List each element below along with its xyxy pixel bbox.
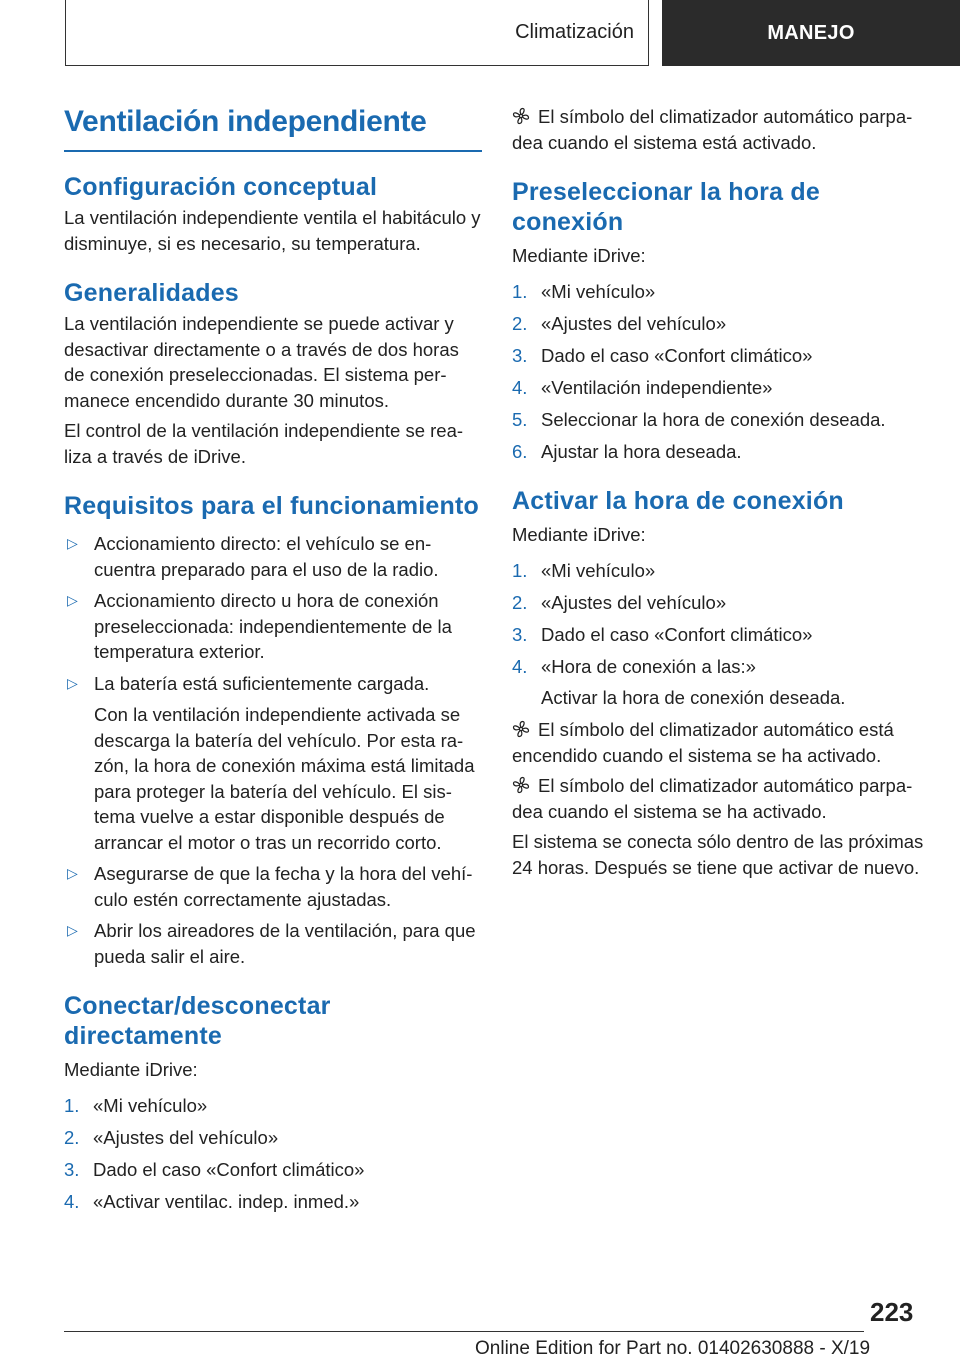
fan-icon xyxy=(512,107,530,125)
list-item: ▷ Accionamiento directo: el vehículo se encuentra preparado para el uso de la radio. xyxy=(67,533,439,580)
list-item: ▷ Accionamiento directo u hora de conexión preseleccionada: independientemente de la temperatura exterior. xyxy=(67,590,452,662)
edition-text: Online Edition for Part no. 01402630888 - X/19 xyxy=(475,1338,871,1359)
section-tab xyxy=(65,0,649,66)
triangle-bullet-icon: ▷ xyxy=(67,674,78,691)
blink-note: El símbolo del climatizador automático parpadea cuando el sistema está activado. xyxy=(512,106,913,153)
list-item: ▷ Abrir los aireadores de la ventilación, para que pueda salir el aire. xyxy=(67,920,476,967)
page-title: Ventilación independiente xyxy=(64,96,482,152)
general-text-1: La ventilación independiente se puede activar y desactivar directamente o a través de dos horas de conexión preseleccionadas. El sistema permanece encendido durante 30 minutos. xyxy=(64,313,459,411)
list-item: 2. «Ajustes del vehículo» xyxy=(64,1126,279,1148)
note-on: El símbolo del climatizador automático está encendido cuando el sistema se ha activado. xyxy=(512,719,894,766)
direct-intro: Mediante iDrive: xyxy=(64,1059,198,1080)
list-item: 3. Dado el caso «Confort climático» xyxy=(64,1158,365,1180)
footer-divider xyxy=(64,1331,864,1332)
list-item: 2. «Ajustes del vehículo» xyxy=(512,312,727,334)
heading-general: Generalidades xyxy=(64,279,239,307)
activate-steps xyxy=(512,558,927,711)
list-item: 4. «Ventilación independiente» xyxy=(512,376,773,398)
list-item: 4. «Activar ventilac. indep. inmed.» xyxy=(64,1190,360,1212)
list-item: 1. «Mi vehículo» xyxy=(64,1094,208,1116)
list-item: 1. «Mi vehículo» xyxy=(512,559,656,581)
preselect-intro: Mediante iDrive: xyxy=(512,245,646,266)
chapter-title: MANEJO xyxy=(767,21,855,44)
list-item: ▷ La batería está suficientemente cargada. Con la ventilación independiente activada se descarga la batería del vehículo. Por esta razón, la hora de conexión máxima está limitada para proteger la batería del vehículo. El sistema vuelve a estar disponible después de arrancar el motor o tras un recorrido corto. xyxy=(64,671,482,856)
preselect-steps xyxy=(512,279,927,465)
triangle-bullet-icon: ▷ xyxy=(67,922,78,938)
list-item: 6. Ajustar la hora deseada. xyxy=(512,440,742,462)
heading-activate: Activar la hora de conexión xyxy=(512,487,844,515)
heading-direct: Conectar/desconectar directamente xyxy=(64,992,331,1050)
triangle-bullet-icon: ▷ xyxy=(67,865,78,881)
final-note: El sistema se conecta sólo dentro de las próximas 24 horas. Después se tiene que activar de nuevo. xyxy=(512,831,924,878)
general-text-2: El control de la ventilación independiente se realiza a través de iDrive. xyxy=(64,420,464,467)
list-item: 5. Seleccionar la hora de conexión deseada. xyxy=(512,408,886,430)
heading-requirements: Requisitos para el funcionamiento xyxy=(64,492,479,520)
note-blink: El símbolo del climatizador automático parpadea cuando el sistema se ha activado. xyxy=(512,775,913,822)
list-item-note: Con la ventilación independiente activada se descarga la batería del vehículo. Por esta razón, la hora de conexión máxima está limitada para proteger la batería del vehículo. El sistema vuelve a estar disponible después de arrancar el motor o tras un recorrido corto. xyxy=(94,704,475,853)
list-item: ▷ Asegurarse de que la fecha y la hora del vehículo estén correctamente ajustadas. xyxy=(67,863,473,910)
list-item: 3. Dado el caso «Confort climático» xyxy=(512,344,813,366)
left-column xyxy=(64,96,482,1221)
chapter-tab xyxy=(662,0,960,66)
direct-steps xyxy=(64,1093,482,1215)
list-item: 2. «Ajustes del vehículo» xyxy=(512,591,727,613)
list-item: 3. Dado el caso «Confort climático» xyxy=(512,623,813,645)
list-item: 4. «Hora de conexión a las:» Activar la hora de conexión deseada. xyxy=(512,654,927,711)
requirements-list xyxy=(64,531,482,969)
section-title: Climatización xyxy=(515,21,634,43)
fan-icon xyxy=(512,720,530,738)
page-number: 223 xyxy=(870,1297,914,1327)
list-item-note: Activar la hora de conexión deseada. xyxy=(541,687,846,708)
activate-intro: Mediante iDrive: xyxy=(512,524,646,545)
list-item: 1. «Mi vehículo» xyxy=(512,280,656,302)
right-column xyxy=(512,104,927,885)
fan-icon xyxy=(512,776,530,794)
heading-preselect: Preseleccionar la hora de conexión xyxy=(512,178,820,236)
concept-text: La ventilación independiente ventila el habitáculo y disminuye, si es necesario, su temperatura. xyxy=(64,207,481,254)
triangle-bullet-icon: ▷ xyxy=(67,535,78,551)
triangle-bullet-icon: ▷ xyxy=(67,592,78,608)
heading-concept: Configuración conceptual xyxy=(64,173,378,201)
